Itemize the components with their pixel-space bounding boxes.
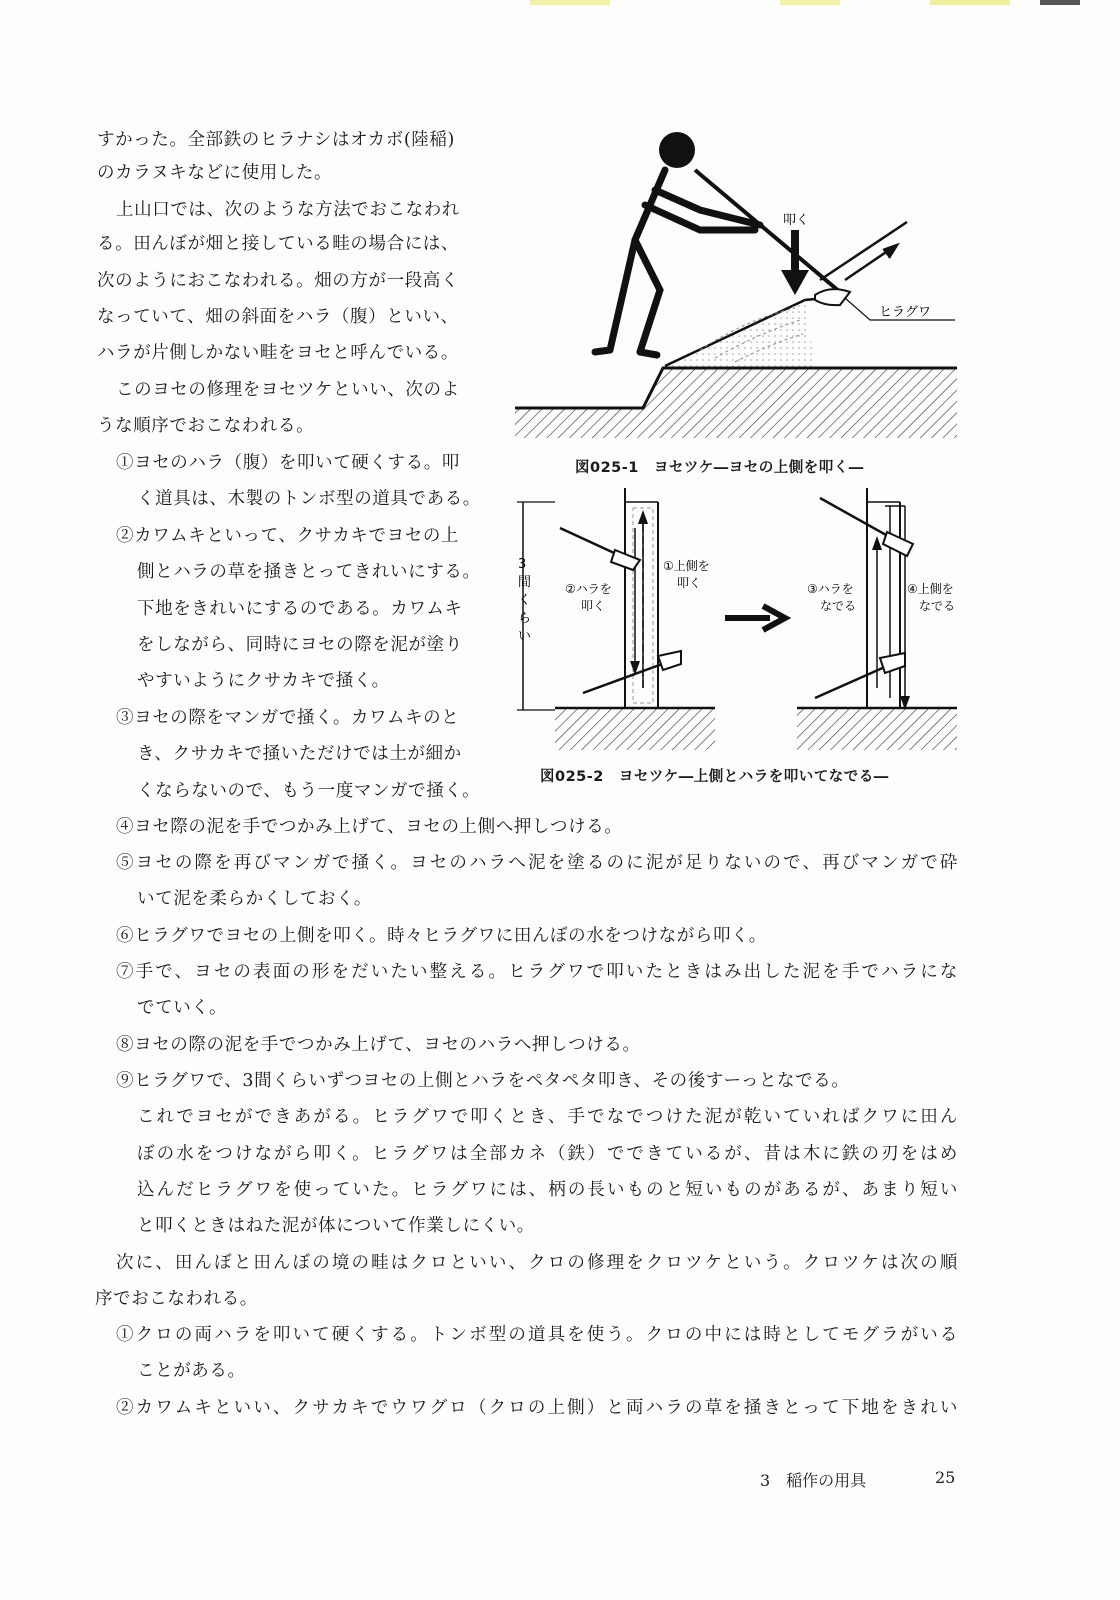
list-item: ①クロの両ハラを叩いて硬くする。トンボ型の道具を使う。クロの中には時としてモグラがいる xyxy=(116,1325,958,1345)
list-item: ①ヨセのハラ（腹）を叩いて硬くする。叩 xyxy=(116,453,460,473)
list-item-cont: をしながら、同時にヨセの際を泥が塗り xyxy=(137,635,463,655)
list-item: ⑧ヨセの際の泥を手でつかみ上げて、ヨセのハラへ押しつける。 xyxy=(116,1035,641,1055)
list-item: ④ヨセ際の泥を手でつかみ上げて、ヨセの上側へ押しつける。 xyxy=(116,817,623,837)
figure-025-2-caption: 図025-2 ヨセツケ―上側とハラを叩いてなでる― xyxy=(540,769,889,785)
svg-text:3: 3 xyxy=(518,557,527,572)
body-line: 次のようにおこなわれる。畑の方が一段高く xyxy=(97,271,459,291)
label-upper-tataku: ①上側を xyxy=(663,559,710,573)
svg-text:間: 間 xyxy=(518,575,532,590)
body-line: これでヨセができあがる。ヒラグワで叩くとき、手でなでつけた泥が乾いていればクワに田ん xyxy=(137,1107,958,1127)
body-line: 次に、田んぼと田んぼの境の畦はクロといい、クロの修理をクロツケという。クロツケは次の順 xyxy=(116,1253,958,1273)
body-line: 上山口では、次のような方法でおこなわれ xyxy=(116,200,460,220)
figure-025-1-caption: 図025-1 ヨセツケ―ヨセの上側を叩く― xyxy=(575,460,864,476)
body-line: なっていて、畑の斜面をハラ（腹）といい、 xyxy=(97,307,459,327)
list-item: ⑦手で、ヨセの表面の形をだいたい整える。ヒラグワで叩いたときはみ出した泥を手でハラにな xyxy=(116,962,958,982)
list-item: ②カワムキといって、クサカキでヨセの上 xyxy=(116,526,460,546)
list-item: ⑤ヨセの際を再びマンガで掻く。ヨセのハラへ泥を塗るのに泥が足りないので、再びマンガで砕 xyxy=(116,853,958,873)
list-item-cont: くならないので、もう一度マンガで掻く。 xyxy=(137,781,481,801)
svg-text:叩く: 叩く xyxy=(581,599,606,613)
transition-arrow xyxy=(725,606,785,630)
body-line: ハラが片側しかない畦をヨセと呼んでいる。 xyxy=(97,343,459,363)
body-line: すかった。全部鉄のヒラナシはオカボ(陸稲) xyxy=(97,130,455,150)
svg-text:く: く xyxy=(518,593,532,608)
list-item-cont: 側とハラの草を掻きとってきれいにする。 xyxy=(137,562,481,582)
scan-top-edge xyxy=(0,0,1120,5)
page-number: 25 xyxy=(935,1468,956,1487)
body-line: のカラヌキなどに使用した。 xyxy=(97,163,333,183)
direction-arrows xyxy=(820,222,907,280)
hiragwa-tool xyxy=(695,170,850,305)
body-line: と叩くときはねた泥が体について作業しにくい。 xyxy=(137,1216,535,1236)
label-upper-naderu: ④上側を xyxy=(907,582,954,596)
body-line: 序でおこなわれる。 xyxy=(95,1289,258,1309)
svg-text:叩く: 叩く xyxy=(677,576,702,590)
body-line: る。田んぼが畑と接している畦の場合には、 xyxy=(97,234,459,254)
label-hara-tataku: ②ハラを xyxy=(565,582,612,596)
svg-text:なでる: なでる xyxy=(820,599,857,613)
body-line: 込んだヒラグワを使っていた。ヒラグワには、柄の長いものと短いものがあるが、あまり短い xyxy=(137,1180,958,1200)
diagram-left xyxy=(517,488,715,750)
diagram-right xyxy=(797,488,957,750)
hiragwa-label xyxy=(845,298,955,320)
label-tataku: 叩く xyxy=(783,213,810,228)
list-item: ⑥ヒラグワでヨセの上側を叩く。時々ヒラグワに田んぼの水をつけながら叩く。 xyxy=(116,926,767,946)
list-item: ⑨ヒラグワで、3間くらいずつヨセの上側とハラをペタペタ叩き、その後すーっとなでる。 xyxy=(116,1071,850,1091)
list-item-cont: いて泥を柔らかくしておく。 xyxy=(137,889,372,909)
svg-text:なでる: なでる xyxy=(919,599,956,613)
body-line: このヨセの修理をヨセツケといい、次のよ xyxy=(116,380,460,400)
list-item-cont: き、クサカキで掻いただけでは土が細か xyxy=(137,744,462,764)
body-line: うな順序でおこなわれる。 xyxy=(97,416,315,436)
label-hara-naderu: ③ハラを xyxy=(807,582,854,596)
stick-figure xyxy=(595,132,760,355)
list-item: ②カワムキといい、クサカキでウワグロ（クロの上側）と両ハラの草を掻きとって下地をきれい xyxy=(116,1398,958,1418)
label-span xyxy=(518,557,531,644)
running-footer-chapter: 3 稲作の用具 xyxy=(760,1471,867,1490)
svg-text:ら: ら xyxy=(518,611,532,626)
label-hiragwa: ヒラグワ xyxy=(879,305,932,320)
list-item-cont: ことがある。 xyxy=(137,1361,246,1381)
body-line: ぼの水をつけながら叩く。ヒラグワは全部カネ（鉄）でできているが、昔は木に鉄の刃をはめ xyxy=(137,1144,958,1164)
list-item-cont: でていく。 xyxy=(137,998,228,1018)
list-item-cont: 下地をきれいにするのである。カワムキ xyxy=(137,599,463,619)
list-item-cont: やすいようにクサカキで掻く。 xyxy=(137,671,390,691)
svg-text:い: い xyxy=(518,629,532,644)
figure-025-2 xyxy=(515,488,975,768)
tataku-arrow xyxy=(781,213,809,295)
list-item-cont: く道具は、木製のトンボ型の道具である。 xyxy=(137,489,481,509)
list-item: ③ヨセの際をマンガで掻く。カワムキのと xyxy=(116,708,460,728)
figure-025-1 xyxy=(515,130,975,460)
